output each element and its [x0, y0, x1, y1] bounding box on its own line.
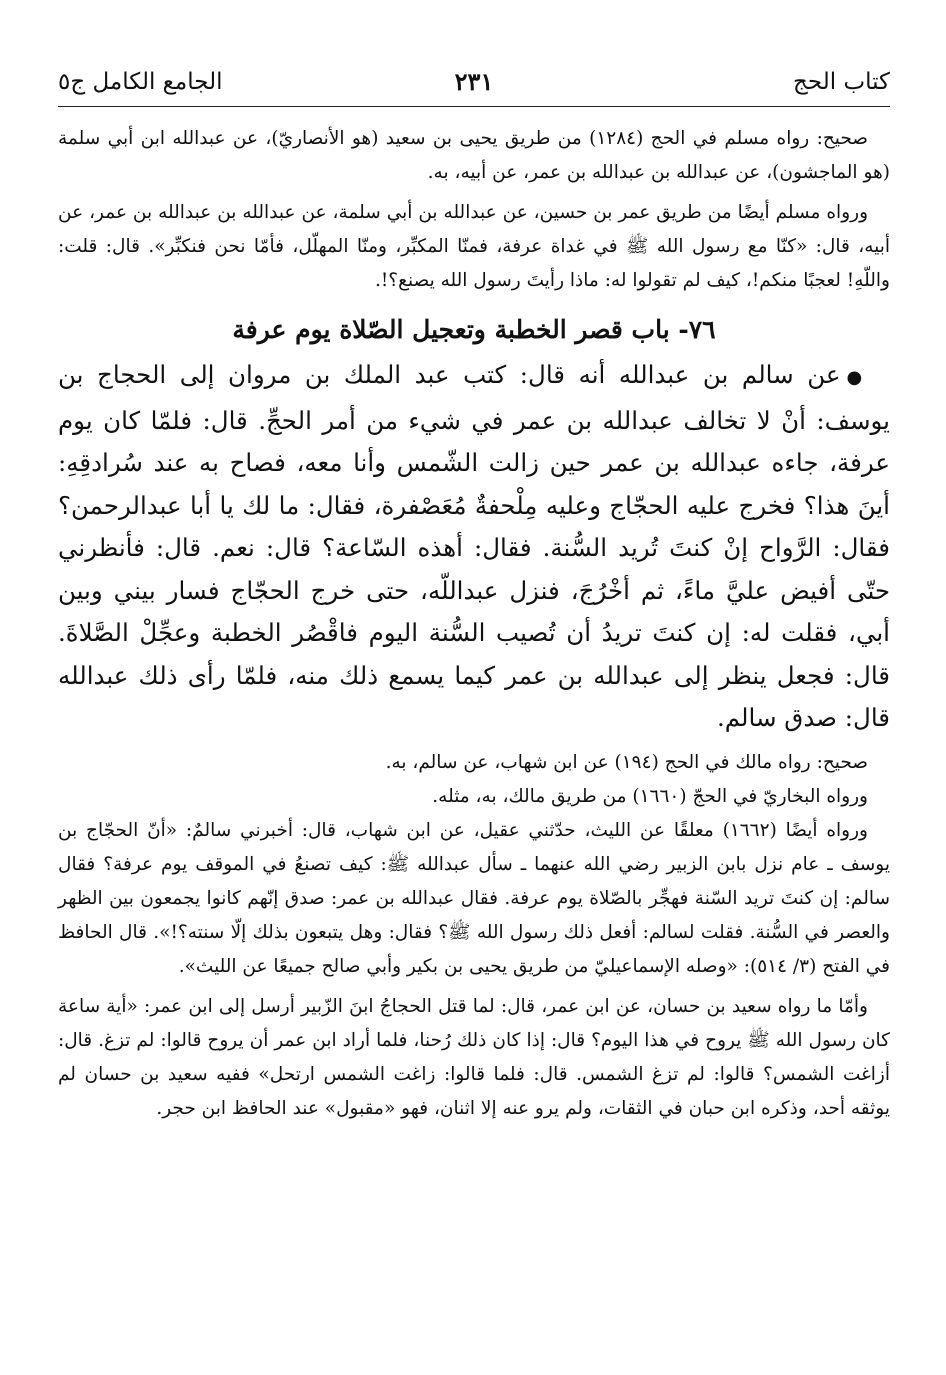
header-divider [58, 106, 890, 107]
note-paragraph: وأمّا ما رواه سعيد بن حسان، عن ابن عمر، قال: لما قتل الحجاجُ ابنَ الزّبير أرسل إلى ابن عمر: «أية ساعة كان رسول الله ﷺ يروح في هذا اليوم؟ قال: إذا كان ذلك رُحنا، فلما أراد ابن عمر أن يروح قالوا: لم تزغ. قال: أزاغت الشمس؟ قالوا: لم تزغ الشمس. قال: فلما قالوا: زاغت الشمس ارتحل» ففيه سعيد بن حسان لم يوثقه أحد، وذكره ابن حبان في الثقات، ولم يرو عنه إلا اثنان، فهو «مقبول» عند الحافظ ابن حجر. [58, 995, 890, 1119]
note-paragraph: صحيح: رواه مسلم في الحج (١٢٨٤) من طريق يحيى بن سعيد (هو الأنصاريّ)، عن عبدالله ابن أبي سلمة (هو الماجشون)، عن عبدالله بن عبدالله بن عمر، عن أبيه، به. [58, 128, 890, 183]
page-number: ٢٣١ [454, 67, 494, 96]
bullet-marker: ● [846, 367, 868, 388]
hadith-text: عن سالم بن عبدالله أنه قال: كتب عبد الملك بن مروان إلى الحجاج بن يوسف: أنْ لا تخالف عبدالله بن عمر في شيء من أمر الحجِّ. قال: فلمّا كان يوم عرفة، جاءه عبدالله بن عمر حين زالت الشّمس وأنا معه، فصاح به عند سُرادقِهِ: أينَ هذا؟ فخرج عليه الحجّاج وعليه مِلْحفةٌ مُعَصْفرة، فقال: ما لك يا أبا عبدالرحمن؟ فقال: الرَّواح إنْ كنتَ تُريد السُّنة. فقال: أهذه السّاعة؟ قال: نعم. قال: فأنظرني حتّى أفيض عليَّ ماءً، ثم أخْرُجَ، فنزل عبداللّه، حتى خرج الحجّاج فسار بيني وبين أبي، فقلت له: إن كنتَ تريدُ أن تُصيب السُّنة اليوم فاقْصُر الخطبة وعجِّلْ الصَّلاةَ. قال: فجعل ينظر إلى عبدالله بن عمر كيما يسمع ذلك منه، فلمّا رأى ذلك عبدالله قال: صدق سالم. [58, 360, 890, 732]
section-heading: ٧٦- باب قصر الخطبة وتعجيل الصّلاة يوم عرفة [232, 315, 716, 344]
page-header [58, 62, 890, 102]
note-paragraph: ورواه أيضًا (١٦٦٢) معلقًا عن الليث، حدّثني عقيل، عن ابن شهاب، قال: أخبرني سالمٌ: «أنّ الحجّاج بن يوسف ـ عام نزل بابن الزبير رضي الله عنهما ـ سأل عبدالله ﷺ: كيف تصنعُ في الموقف يوم عرفة؟ فقال سالم: إن كنتَ تريد السّنة فهجِّر بالصّلاة يوم عرفة. فقال عبدالله بن عمر: صدق إنّهم كانوا يجمعون بين الظهر والعصر في السُّنة. فقلت لسالم: أفعل ذلك رسول الله ﷺ؟ فقال: وهل يتبعون بذلك إلّا سنته؟!». قال الحافظ في الفتح (٣/ ٥١٤): «وصله الإسماعيليّ من طريق يحيى بن بكير وأبي صالح جميعًا عن الليث». [58, 819, 890, 977]
note-paragraph: ورواه مسلم أيضًا من طريق عمر بن حسين، عن عبدالله بن أبي سلمة، عن عبدالله بن عبدالله بن عمر، عن أبيه، قال: «كنّا مع رسول الله ﷺ في غداة عرفة، فمنّا المكبِّر، ومنّا المهلّل، فأمّا نحن فنكبِّر». قال: قلت: واللّهِ! لعجبًا منكم!، كيف لم تقولوا له: ماذا رأيتَ رسول الله يصنع؟!. [58, 202, 890, 291]
page-content [58, 122, 890, 1126]
note-paragraph: صحيح: رواه مالك في الحج (١٩٤) عن ابن شهاب، عن سالم، به. [385, 751, 868, 773]
note-paragraph: ورواه البخاريّ في الحجّ (١٦٦٠) من طريق مالك، به، مثله. [432, 785, 868, 807]
chapter-title: كتاب الحج [793, 69, 890, 95]
book-title: الجامع الكامل ج٥ [58, 69, 223, 95]
hadith-paragraph [58, 354, 890, 740]
